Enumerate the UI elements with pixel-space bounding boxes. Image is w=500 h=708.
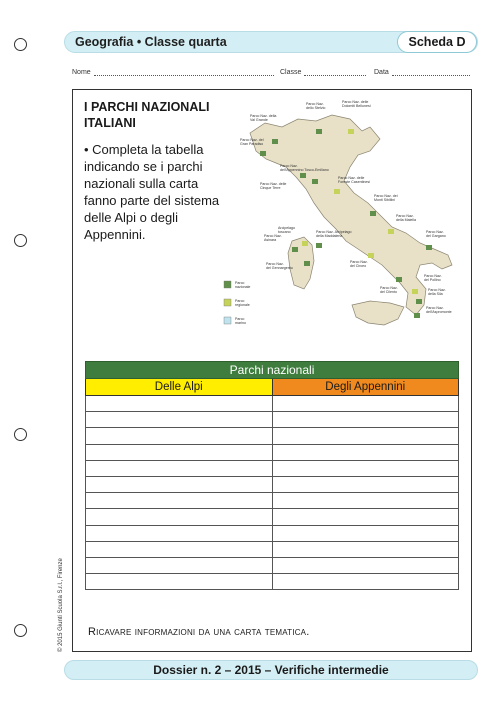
park-marker: [368, 253, 374, 258]
park-marker: [414, 313, 420, 318]
map-park-label: Parco Naz. della Val Grande: [250, 114, 277, 123]
table-row: [86, 476, 459, 492]
park-marker: [396, 277, 402, 282]
map-park-label: Parco Naz. dei Monti Sibillini: [374, 194, 398, 203]
table-row: [86, 574, 459, 590]
park-marker: [370, 211, 376, 216]
park-marker: [302, 241, 308, 246]
name-line: [94, 68, 274, 76]
map-park-label: Parco Naz. Asinara: [264, 234, 282, 243]
park-marker: [316, 129, 322, 134]
cell-alpi[interactable]: [86, 444, 273, 460]
sardinia-shape: [288, 237, 314, 289]
cell-appennini[interactable]: [272, 476, 459, 492]
class-label: Classe: [280, 69, 302, 76]
cell-appennini[interactable]: [272, 412, 459, 428]
date-line: [392, 68, 470, 76]
cell-appennini[interactable]: [272, 444, 459, 460]
map-park-label: Parco Naz. del Cilento: [380, 286, 398, 295]
map-park-label: Parco Naz. del Gargano: [426, 230, 446, 239]
park-marker: [272, 139, 278, 144]
table-row: [86, 412, 459, 428]
park-marker: [388, 229, 394, 234]
cell-appennini[interactable]: [272, 493, 459, 509]
binder-hole: [14, 38, 27, 51]
cell-alpi[interactable]: [86, 396, 273, 412]
cell-appennini[interactable]: [272, 541, 459, 557]
page-footer: Dossier n. 2 – 2015 – Verifiche intermedie: [64, 660, 478, 680]
class-field[interactable]: [280, 68, 366, 76]
map-park-label: Parco Naz. del Gran Paradiso: [240, 138, 264, 147]
map-park-label: Parco Naz. Arcipelago della Maddalena: [316, 230, 352, 239]
park-marker: [316, 243, 322, 248]
map-park-label: Parco Naz. della Sila: [428, 288, 446, 297]
date-label: Data: [374, 69, 389, 76]
park-marker: [416, 299, 422, 304]
table-body: [86, 396, 459, 590]
table-row: [86, 557, 459, 573]
cell-alpi[interactable]: [86, 412, 273, 428]
footnote: Ricavare informazioni da una carta tematica.: [88, 626, 310, 638]
park-marker: [334, 189, 340, 194]
legend-label: Parco regionale: [235, 299, 250, 308]
date-field[interactable]: [374, 68, 470, 76]
table-row: [86, 460, 459, 476]
copyright-notice: © 2015 Giunti Scuola S.r.l., Firenze: [58, 558, 64, 652]
cell-alpi[interactable]: [86, 493, 273, 509]
map-park-label: Parco Naz. della Maiella: [396, 214, 416, 223]
table-row: [86, 428, 459, 444]
park-marker: [300, 173, 306, 178]
legend-swatch: [224, 299, 231, 306]
cell-appennini[interactable]: [272, 557, 459, 573]
binder-hole: [14, 234, 27, 247]
column-header-appennini: Degli Appennini: [272, 379, 459, 396]
table-row: [86, 541, 459, 557]
legend-swatch: [224, 317, 231, 324]
map-svg: [220, 93, 468, 343]
cell-appennini[interactable]: [272, 525, 459, 541]
sheet-badge: Scheda D: [397, 31, 477, 53]
exercise-title: I PARCHI NAZIONALI ITALIANI: [84, 100, 210, 130]
map-park-label: Arcipelago toscano: [278, 226, 295, 235]
map-legend: [224, 281, 250, 325]
cell-alpi[interactable]: [86, 476, 273, 492]
map-park-label: Parco Naz. dell'Appennino Tosco-Emiliano: [280, 164, 329, 173]
cell-appennini[interactable]: [272, 396, 459, 412]
cell-appennini[interactable]: [272, 428, 459, 444]
cell-appennini[interactable]: [272, 509, 459, 525]
binder-hole: [14, 428, 27, 441]
sicily-shape: [352, 301, 404, 325]
page-header: [64, 31, 478, 53]
map-park-label: Parco Naz. delle Foreste Casentinesi: [338, 176, 370, 185]
map-park-label: Parco Naz. delle Cinque Terre: [260, 182, 287, 191]
map-park-label: Parco Naz. delle Dolomiti Bellunesi: [342, 100, 371, 109]
table-row: [86, 444, 459, 460]
cell-appennini[interactable]: [272, 574, 459, 590]
italy-parks-map: [220, 93, 468, 343]
name-field[interactable]: [72, 68, 274, 76]
parks-table: [85, 361, 459, 590]
park-marker: [304, 261, 310, 266]
legend-swatch: [224, 281, 231, 288]
map-park-label: Parco Naz. dello Stelvio: [306, 102, 326, 111]
park-marker: [412, 289, 418, 294]
park-marker: [426, 245, 432, 250]
cell-alpi[interactable]: [86, 525, 273, 541]
cell-appennini[interactable]: [272, 460, 459, 476]
legend-label: Parco marino: [235, 317, 246, 326]
park-marker: [312, 179, 318, 184]
map-park-label: Parco Naz. del Gennargentu: [266, 262, 293, 271]
table-row: [86, 396, 459, 412]
map-park-label: Parco Naz. del Pollino: [424, 274, 442, 283]
cell-alpi[interactable]: [86, 557, 273, 573]
exercise-instruction: • Completa la tabella indicando se i parchi nazionali sulla carta fanno parte del sistema delle Alpi o degli Appennini.: [84, 142, 220, 242]
student-fields: [72, 68, 472, 80]
italy-mainland-shape: [250, 115, 452, 315]
cell-alpi[interactable]: [86, 574, 273, 590]
map-park-label: Parco Naz. dell'Aspromonte: [426, 306, 452, 315]
table-row: [86, 525, 459, 541]
cell-alpi[interactable]: [86, 460, 273, 476]
cell-alpi[interactable]: [86, 509, 273, 525]
column-header-alpi: Delle Alpi: [86, 379, 273, 396]
table-row: [86, 509, 459, 525]
name-label: Nome: [72, 69, 91, 76]
class-line: [304, 68, 366, 76]
park-marker: [260, 151, 266, 156]
subject-title: Geografia • Classe quarta: [75, 35, 227, 49]
binder-hole: [14, 624, 27, 637]
legend-label: Parco nazionale: [235, 281, 251, 290]
park-marker: [292, 247, 298, 252]
table-title: Parchi nazionali: [86, 362, 459, 379]
cell-alpi[interactable]: [86, 541, 273, 557]
map-park-label: Parco Naz. del Circeo: [350, 260, 368, 269]
park-marker: [348, 129, 354, 134]
cell-alpi[interactable]: [86, 428, 273, 444]
table-row: [86, 493, 459, 509]
